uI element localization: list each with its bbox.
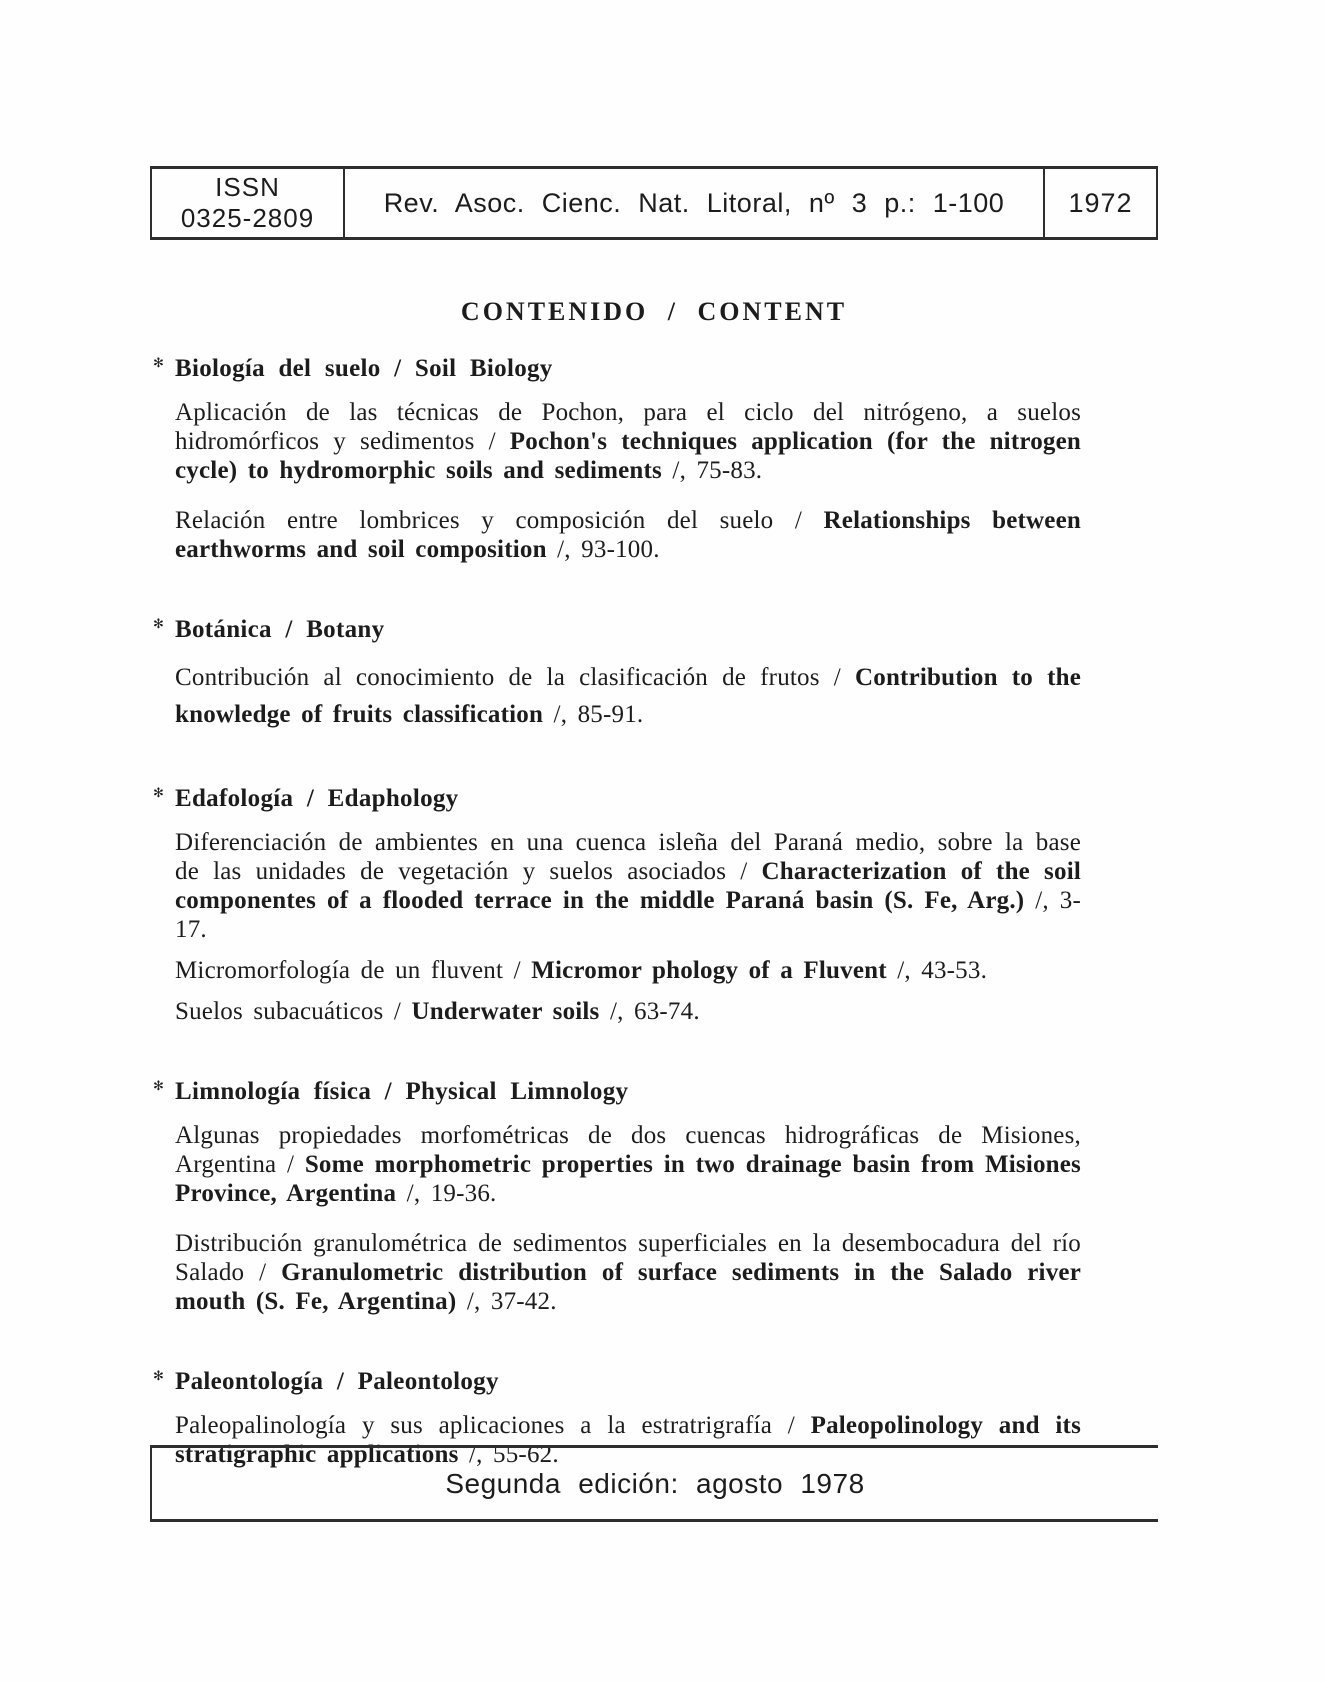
entry-english: Micromor phology of a Fluvent — [531, 957, 887, 984]
entry-pages: /, 19-36. — [396, 1180, 497, 1207]
entry-spanish: Distribución granulométrica de sedimentos superficiales en la desembocadura del río Salado / — [175, 1230, 1081, 1286]
section-heading-soil-biology — [153, 355, 1081, 398]
section-heading-botany — [153, 616, 1081, 659]
entry-pages: /, 37-42. — [456, 1288, 557, 1315]
entry-spanish: Relación entre lombrices y composición del suelo / — [175, 507, 824, 534]
entry-pages: /, 55-62. — [458, 1441, 559, 1468]
entry-pages: /, 75-83. — [661, 457, 763, 484]
section-heading-paleontology — [153, 1368, 1081, 1411]
edition-text: Segunda edición: agosto 1978 — [445, 1467, 865, 1499]
section-title: Paleontología / Paleontology — [175, 1368, 499, 1395]
section-bullet-icon: ✻ — [153, 1369, 165, 1384]
toc-entry — [175, 828, 1081, 944]
section-botany — [153, 616, 1081, 733]
entry-pages: /, 85-91. — [543, 701, 644, 728]
entry-spanish: Contribución al conocimiento de la clasificación de frutos / — [175, 664, 855, 691]
section-title: Botánica / Botany — [175, 616, 385, 643]
issn-label: ISSN — [215, 172, 280, 202]
entry-spanish: Micromorfología de un fluvent / — [175, 957, 532, 984]
publication-year: 1972 — [1068, 187, 1133, 218]
section-soil-biology — [153, 355, 1081, 564]
entry-pages: /, 93-100. — [546, 536, 660, 563]
entry-spanish: Algunas propiedades morfométricas de dos cuencas hidrográficas de Misiones, Argentina / — [175, 1122, 1081, 1178]
entry-english: Contribution to the knowledge of fruits classification — [175, 664, 1081, 728]
toc-entry — [175, 997, 1081, 1026]
section-heading-physical-limnology — [153, 1078, 1081, 1121]
entry-spanish: Aplicación de las técnicas de Pochon, para el ciclo del nitrógeno, a suelos hidromórficos y sedimentos / — [175, 399, 1081, 455]
toc-entry — [175, 1121, 1081, 1208]
issn-box — [152, 169, 345, 237]
entry-spanish: Paleopalinología y sus aplicaciones a la estratrigrafía / — [175, 1412, 811, 1439]
section-bullet-icon: ✻ — [153, 786, 165, 801]
issn-number: 0325-2809 — [180, 203, 315, 233]
section-title: Biología del suelo / Soil Biology — [175, 355, 553, 382]
entry-english: Pochon's techniques application (for the nitrogen cycle) to hydromorphic soils and sediments — [175, 428, 1081, 484]
section-bullet-icon: ✻ — [153, 1079, 165, 1094]
journal-reference: Rev. Asoc. Cienc. Nat. Litoral, nº 3 p.: 1-100 — [345, 169, 1045, 237]
entry-english: Relationships between earthworms and soil composition — [175, 507, 1081, 563]
section-bullet-icon: ✻ — [153, 617, 165, 632]
section-edaphology — [153, 785, 1081, 1026]
entry-spanish: Diferenciación de ambientes en una cuenca isleña del Paraná medio, sobre la base de las unidades de vegetación y suelos asociados / — [175, 829, 1081, 885]
section-heading-edaphology — [153, 785, 1081, 828]
toc-entry — [175, 398, 1081, 485]
entry-english: Paleopolinology and its stratigraphic applications — [175, 1412, 1082, 1468]
entry-english: Underwater soils — [411, 998, 600, 1025]
section-title: Edafología / Edaphology — [175, 785, 459, 812]
entry-english: Some morphometric properties in two drainage basin from Misiones Province, Argentina — [175, 1151, 1081, 1207]
section-physical-limnology — [153, 1078, 1081, 1316]
toc-entry — [175, 506, 1081, 564]
section-title: Limnología física / Physical Limnology — [175, 1078, 629, 1105]
journal-masthead — [150, 166, 1158, 240]
table-of-contents — [153, 355, 1082, 1521]
entry-pages: /, 63-74. — [599, 998, 700, 1025]
entry-pages: /, 3-17. — [175, 887, 1081, 943]
toc-entry — [175, 956, 1081, 985]
edition-footer — [150, 1445, 1158, 1522]
entry-english: Granulometric distribution of surface sediments in the Salado river mouth (S. Fe, Argentina) — [175, 1259, 1081, 1315]
entry-pages: /, 43-53. — [886, 957, 988, 984]
page-title: CONTENIDO / CONTENT — [460, 297, 848, 326]
entry-english: Characterization of the soil componentes of a flooded terrace in the middle Paraná basin (S. Fe, Arg.) — [175, 858, 1081, 914]
toc-entry — [175, 1229, 1081, 1316]
entry-spanish: Suelos subacuáticos / — [175, 998, 412, 1025]
section-bullet-icon: ✻ — [153, 356, 165, 371]
toc-entry — [175, 659, 1081, 733]
